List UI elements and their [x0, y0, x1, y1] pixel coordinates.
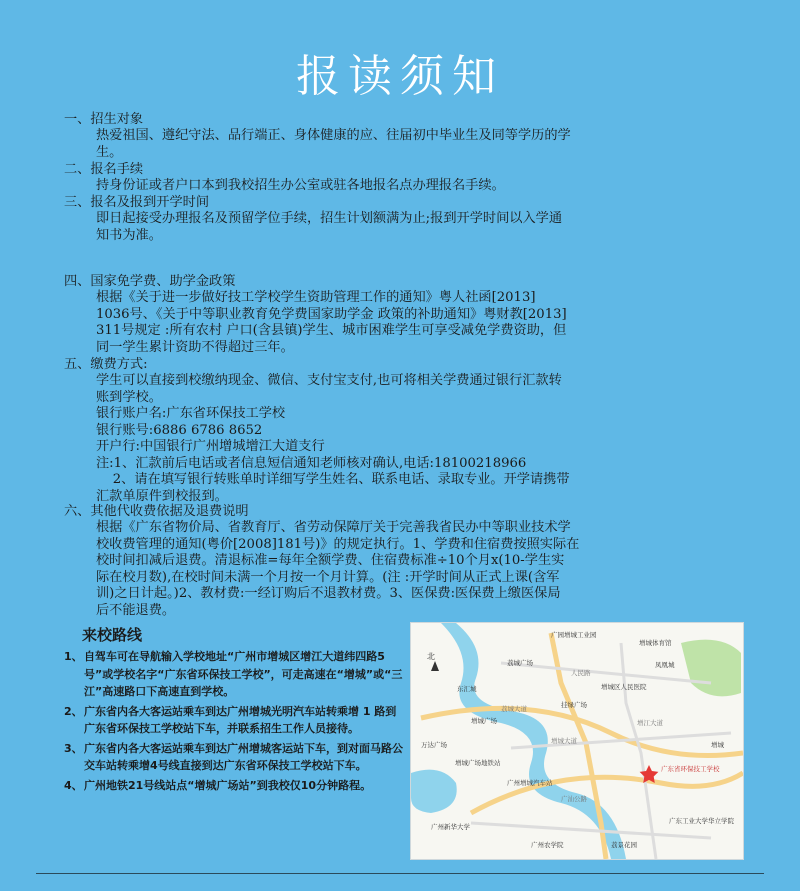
body-line: 知书为准。	[96, 227, 162, 243]
section-body	[96, 128, 732, 161]
route-text: 广东省内各大客运站乘车到达广州增城客运站下车，到对面马路公交车站转乘增4号线直接到达广东省环保技工学校站下车。	[84, 741, 403, 772]
payment-note: 汇款单原件到校报到。	[96, 488, 228, 504]
map-label: 广州新华大学	[431, 823, 470, 831]
road-label: 广汕公路	[561, 795, 587, 803]
map-label: 广园增城工业园	[551, 631, 597, 639]
map-label: 增城体育馆	[639, 639, 672, 647]
body-line: 学生可以直接到校缴纳现金、微信、支付宝支付,也可将相关学费通过银行汇款转	[96, 373, 562, 388]
map-label: 广州增城汽车站	[507, 779, 553, 787]
body-line: 热爱祖国、遵纪守法、品行端正、身体健康的应、往届初中毕业生及同等学历的学	[96, 128, 571, 143]
route-text: 广州地铁21号线站点“增城广场站”到我校仅10分钟路程。	[84, 778, 372, 792]
section-heading: 三、报名及报到开学时间	[64, 195, 210, 210]
section-body	[96, 373, 732, 505]
map-label: 东汇城	[457, 685, 477, 693]
road-label: 增城大道	[551, 737, 577, 745]
page-title: 报读须知	[296, 51, 504, 102]
route-text: 自驾车可在导航输入学校地址“广州市增城区增江大道纬四路5号”或学校名字“广东省环保技工学校”，可走高速在“增城”或“三江”高速路口下高速直到学校。	[84, 650, 403, 698]
body-line: 根据《关于进一步做好技工学校学生资助管理工作的通知》粤人社函[2013]	[96, 290, 536, 305]
school-label: 广东省环保技工学校	[661, 765, 720, 773]
route-list	[64, 648, 404, 796]
section-heading: 二、报名手续	[64, 162, 144, 177]
body-line: 根据《广东省物价局、省教育厅、省劳动保障厅关于完善我省民办中等职业技术学	[96, 520, 571, 535]
section-body	[96, 211, 732, 244]
north-label: 北	[427, 652, 435, 661]
body-line: 校收费管理的通知(粤价[2008]181号)》的规定执行。1、学费和住宿费按照实际在	[96, 536, 580, 552]
body-line: 账到学校。	[96, 389, 162, 405]
route-number: 2、	[64, 704, 83, 718]
route-text: 广东省内各大客运站乘车到达广州增城光明汽车站转乘增 1 路到广东省环保技工学校站下车，并联系招生工作人员接待。	[84, 704, 397, 735]
route-item	[64, 740, 404, 775]
section-body	[96, 290, 732, 356]
section-body	[96, 178, 732, 195]
map-label: 增城	[711, 741, 724, 749]
location-map[interactable]	[410, 622, 744, 860]
route-number: 1、	[64, 650, 83, 663]
road-label: 荔城大道	[501, 705, 527, 713]
section-heading: 一、招生对象	[64, 112, 144, 127]
payment-note: 注:1、汇款前后电话或者信息短信通知老师核对确认,电话:18100218966	[96, 455, 527, 471]
map-label: 挂绿广场	[561, 701, 587, 709]
section-heading: 五、缴费方式:	[64, 357, 148, 372]
road-label: 人民路	[571, 669, 591, 677]
section-heading: 四、国家免学费、助学金政策	[64, 274, 236, 289]
bank-account-name: 银行账户名:广东省环保技工学校	[96, 406, 286, 421]
map-canvas	[411, 623, 743, 859]
map-label: 荔城广场	[507, 659, 533, 667]
body-line: 后不能退费。	[96, 602, 176, 618]
body-line: 311号规定 :所有农村 户口(含县镇)学生、城市困难学生可享受减免学费资助，但	[96, 323, 567, 338]
body-line: 训)之日计起。)2、教材费:一经订购后不退教材费。3、医保费:医保费上缴医保局	[96, 586, 561, 601]
body-line: 同一学生累计资助不得超过三年。	[96, 339, 294, 355]
map-label: 广州农学院	[531, 841, 564, 849]
map-label: 万达广场	[421, 741, 447, 749]
route-item	[64, 703, 404, 738]
road-label: 增江大道	[637, 719, 663, 727]
body-line: 1036号、《关于中等职业教育免学费国家助学金 政策的补助通知》粤财教[2013]	[96, 306, 567, 322]
body-line: 际在校月数),在校时间未满一个月按一个月计算。(注 :开学时间从正式上课(含军	[96, 569, 560, 585]
section-heading: 六、其他代收费依据及退费说明	[64, 504, 249, 519]
map-label: 增城广场地铁站	[455, 759, 501, 767]
map-label: 广东工业大学华立学院	[669, 817, 734, 825]
route-number: 3、	[64, 741, 83, 755]
map-label: 增城广场	[471, 717, 497, 725]
route-title: 来校路线	[82, 626, 143, 644]
bottom-divider	[36, 873, 764, 874]
map-label: 荔景花园	[611, 841, 637, 849]
payment-note: 2、请在填写银行转账单时详细写学生姓名、联系电话、录取专业。开学请携带	[96, 472, 570, 487]
body-line: 持身份证或者户口本到我校招生办公室或驻各地报名点办理报名手续。	[96, 178, 505, 193]
map-label: 凤凰城	[655, 661, 675, 669]
bank-account-number: 银行账号:6886 6786 8652	[96, 422, 263, 438]
bank-branch: 开户行:中国银行广州增城增江大道支行	[96, 439, 325, 454]
map-label: 增城区人民医院	[601, 683, 647, 691]
section-body	[96, 520, 732, 619]
body-line: 校时间扣减后退费。清退标准=每年全额学费、住宿费标准÷10个月x(10-学生实	[96, 553, 565, 568]
route-item	[64, 648, 404, 701]
route-item	[64, 777, 404, 795]
route-number: 4、	[64, 778, 83, 792]
body-line: 即日起接受办理报名及预留学位手续，招生计划额满为止;报到开学时间以入学通	[96, 211, 563, 226]
body-line: 生。	[96, 144, 123, 160]
